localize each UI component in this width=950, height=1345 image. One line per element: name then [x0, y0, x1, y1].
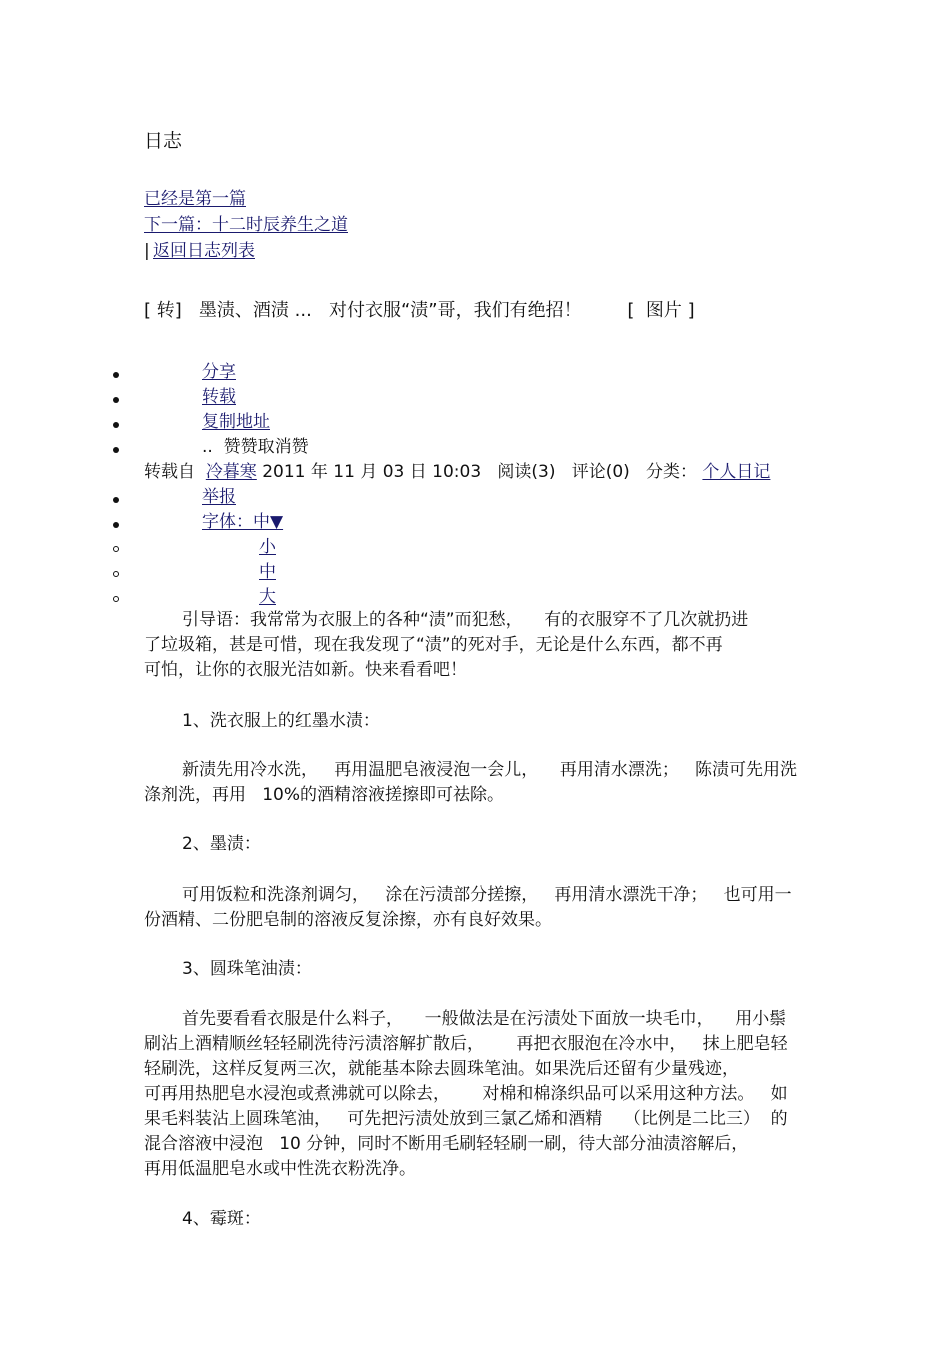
list-bullet — [113, 497, 119, 503]
list-bullet — [113, 447, 119, 453]
post-datetime: 2011 年 11 月 03 日 10:03 — [262, 462, 482, 482]
share-link[interactable]: 分享 — [202, 362, 236, 382]
list-bullet — [113, 422, 119, 428]
sub-list-bullet — [113, 546, 119, 552]
font-small-option[interactable]: 小 — [259, 537, 276, 557]
post-meta — [144, 461, 770, 483]
section-paragraph: 可用饭粒和洗涤剂调匀， 涂在污渍部分搓擦， 再用清水漂洗干净； 也可用一 份酒精、二份肥皂制的溶液反复涂擦，亦有良好效果。 — [144, 885, 792, 930]
sub-list-bullet — [113, 596, 119, 602]
read-count: 阅读(3) — [497, 462, 556, 482]
comment-count[interactable]: 评论(0) — [571, 462, 630, 482]
report-link[interactable]: 举报 — [202, 487, 236, 507]
section-paragraph: 首先要看看衣服是什么料子， 一般做法是在污渍处下面放一块毛巾， 用小鬃 刷沾上酒精顺丝轻轻刷洗待污渍溶解扩散后， 再把衣服泡在冷水中， 抹上肥皂轻 轻刷洗，这样反复两三次，就能基本除去圆珠笔油。如果洗后还留有少量残迹， 可再用热肥皂水浸泡或煮沸就可以除去， 对棉和棉涤织品可以采用这种方法。 如 果毛料装沾上圆珠笔油， 可先把污渍处放到三氯乙烯和酒精 （比例是二比三） 的 混合溶液中浸泡 10 分钟，同时不断用毛刷轻轻刷一刷，待大部分油渍溶解后， 再用低温肥皂水或中性洗衣粉洗净。 — [144, 1009, 788, 1179]
copy-link[interactable]: 复制地址 — [202, 412, 270, 432]
section-heading: 2、墨渍： — [182, 834, 261, 854]
category-link[interactable]: 个人日记 — [702, 462, 771, 482]
intro-paragraph: 引导语：我常常为衣服上的各种“渍”而犯愁， 有的衣服穿不了几次就扔进 了垃圾箱，甚是可惜，现在我发现了“渍”的死对手，无论是什么东西，都不再 可怕，让你的衣服光洁如新。快来看看吧！ — [144, 610, 749, 680]
article-title: [ 转] 墨渍、酒渍 ... 对付衣服“渍”哥，我们有绝招！ [ 图片 ] — [144, 300, 695, 321]
nav-separator: | — [144, 241, 150, 261]
category-label: 分类： — [646, 462, 698, 482]
back-to-list-link[interactable]: 返回日志列表 — [153, 241, 255, 261]
font-large-option[interactable]: 大 — [259, 587, 276, 607]
list-bullet — [113, 522, 119, 528]
sub-list-bullet — [113, 571, 119, 577]
author-link[interactable]: 冷暮寒 — [205, 462, 257, 482]
section-heading: 3、圆珠笔油渍： — [182, 959, 312, 979]
first-post-link[interactable]: 已经是第一篇 — [144, 189, 246, 209]
section-heading: 1、洗衣服上的红墨水渍： — [182, 711, 380, 731]
list-bullet — [113, 372, 119, 378]
font-medium-option[interactable]: 中 — [259, 562, 276, 582]
page-title: 日志 — [144, 130, 183, 152]
from-label: 转载自 — [144, 462, 195, 482]
list-bullet — [113, 397, 119, 403]
like-toggle[interactable]: .. 赞赞取消赞 — [202, 437, 309, 457]
repost-link[interactable]: 转载 — [202, 387, 236, 407]
section-heading: 4、霉斑： — [182, 1209, 261, 1229]
font-size-menu[interactable]: 字体：中▼ — [202, 512, 284, 532]
next-post-link[interactable]: 下一篇：十二时辰养生之道 — [144, 215, 348, 235]
section-paragraph: 新渍先用冷水洗， 再用温肥皂液浸泡一会儿， 再用清水漂洗； 陈渍可先用洗 涤剂洗，再用 10%的酒精溶液搓擦即可祛除。 — [144, 760, 798, 805]
